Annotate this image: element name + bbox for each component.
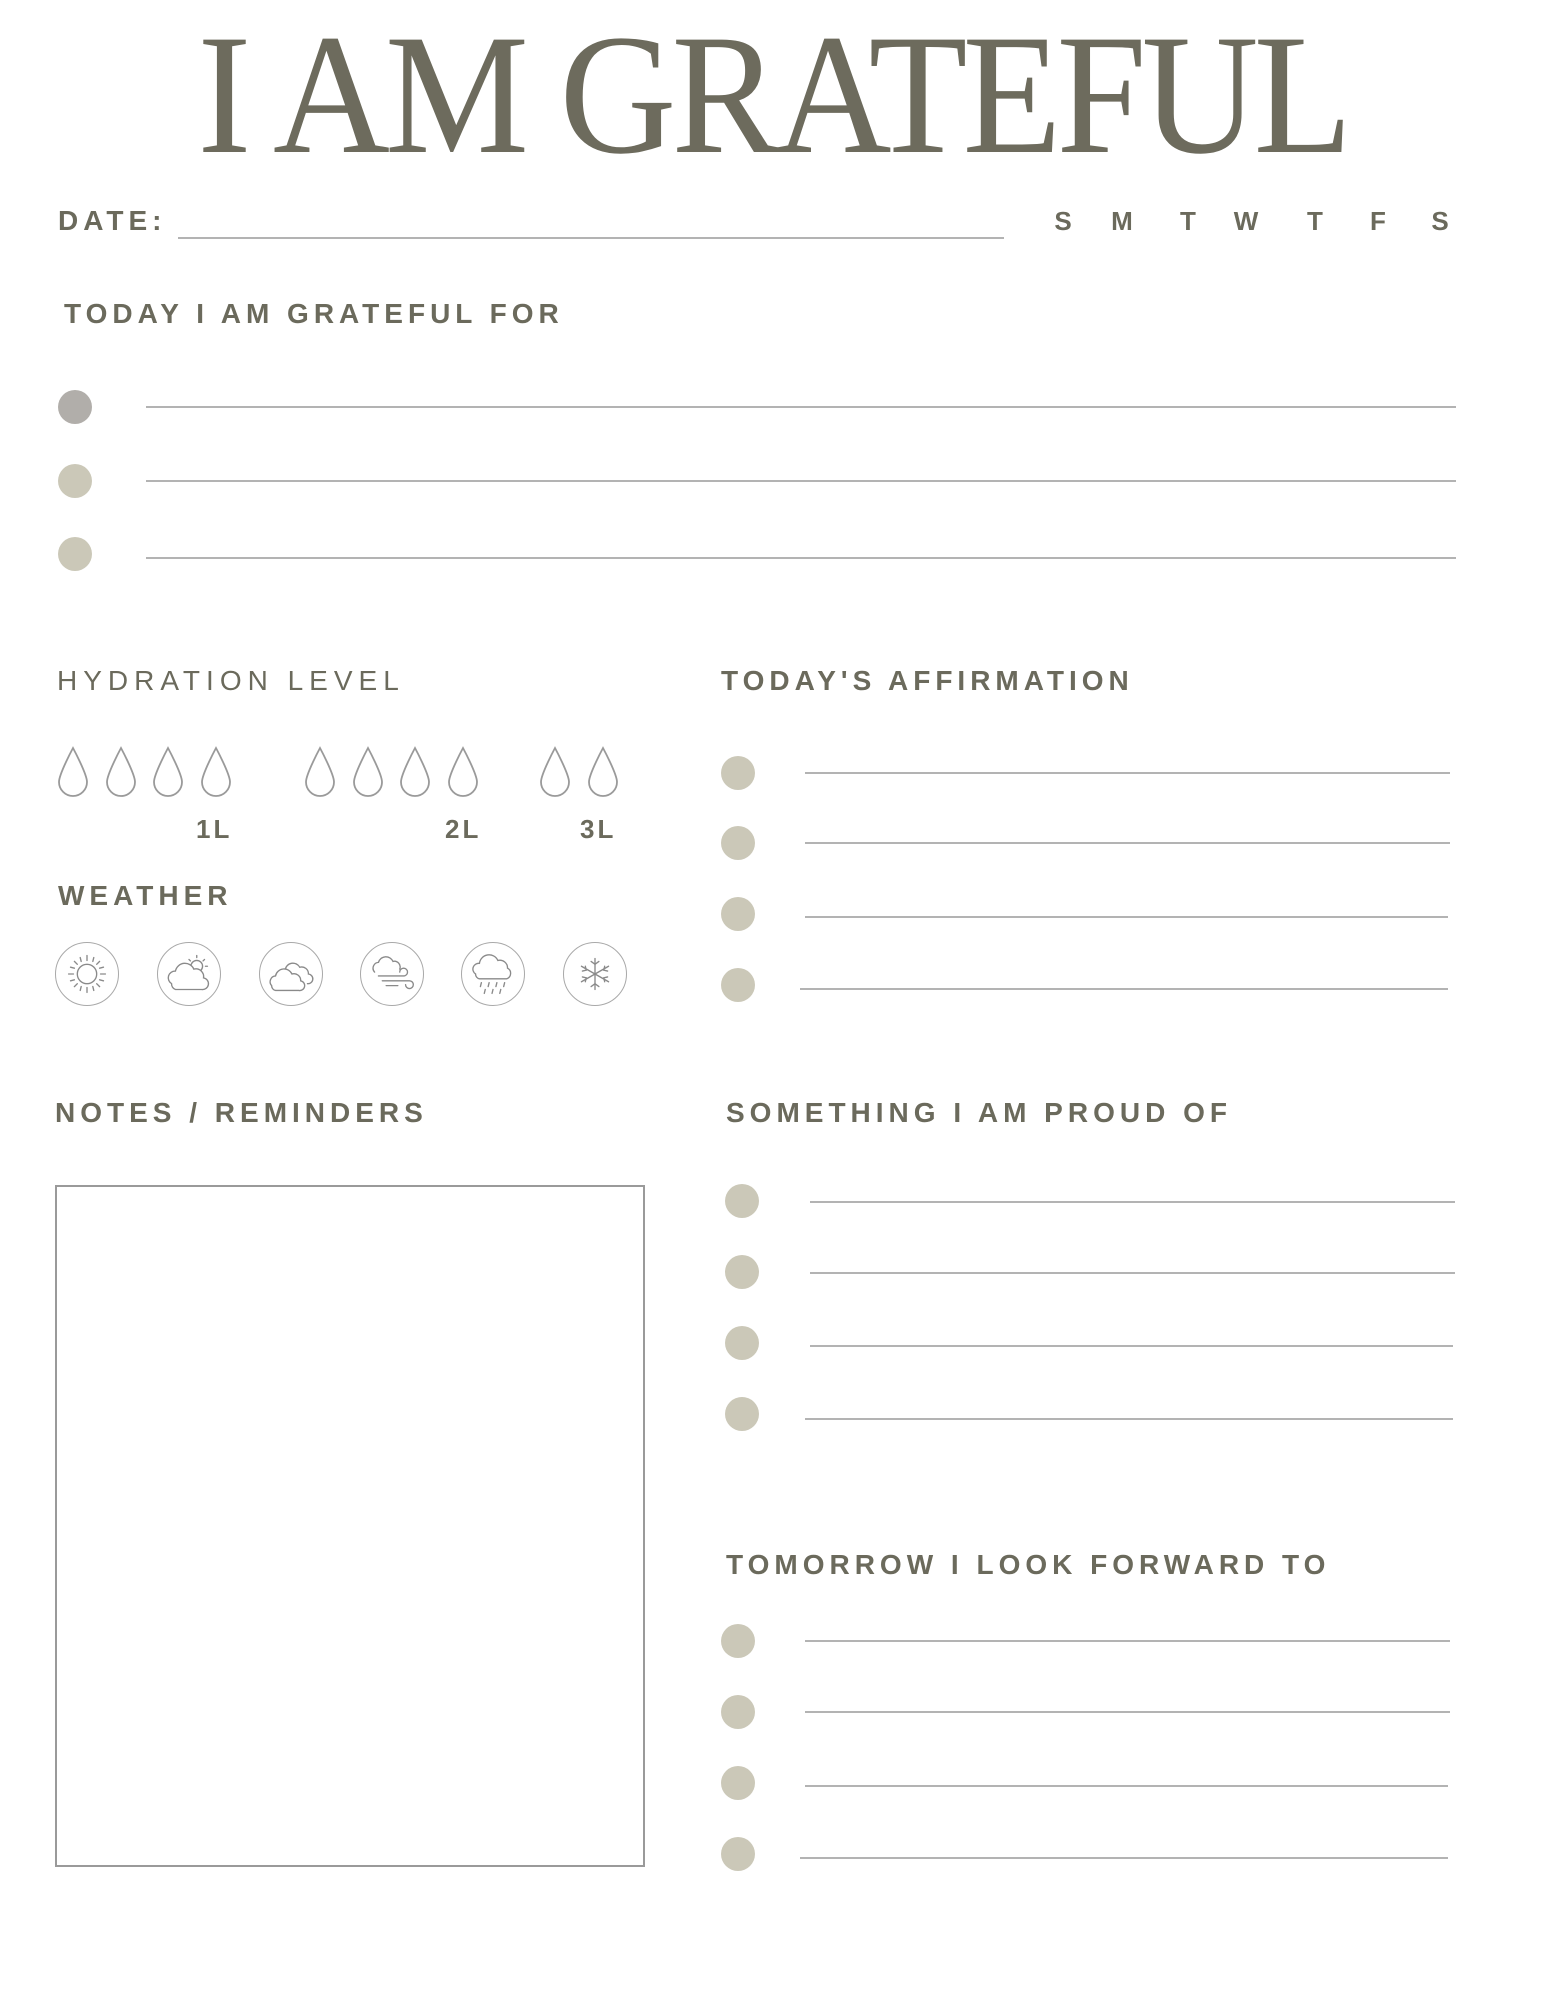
water-drop-icon[interactable] xyxy=(200,746,232,798)
cloudy-icon[interactable] xyxy=(259,942,323,1006)
partly-cloudy-icon[interactable] xyxy=(157,942,221,1006)
date-label: DATE: xyxy=(58,205,167,236)
water-drop-icon[interactable] xyxy=(304,746,336,798)
tomorrow-bullet-2 xyxy=(721,1695,755,1729)
grateful-line-3[interactable] xyxy=(146,557,1456,559)
proud-heading: SOMETHING I AM PROUD OF xyxy=(726,1097,1232,1128)
water-drop-icon[interactable] xyxy=(399,746,431,798)
water-drop-icon[interactable] xyxy=(352,746,384,798)
weekday-sunday[interactable]: S xyxy=(1054,206,1072,236)
water-drop-icon[interactable] xyxy=(105,746,137,798)
weekday-saturday[interactable]: S xyxy=(1431,206,1449,236)
water-drop-icon[interactable] xyxy=(447,746,479,798)
page-title: I AM GRATEFUL xyxy=(197,0,1348,191)
affirmation-line-4[interactable] xyxy=(800,988,1448,990)
proud-line-3[interactable] xyxy=(810,1345,1453,1347)
proud-line-2[interactable] xyxy=(810,1272,1455,1274)
affirmation-bullet-2 xyxy=(721,826,755,860)
hydration-level-3l: 3L xyxy=(580,814,617,844)
water-drop-icon[interactable] xyxy=(587,746,619,798)
windy-icon[interactable] xyxy=(360,942,424,1006)
affirmation-line-3[interactable] xyxy=(805,916,1448,918)
grateful-line-2[interactable] xyxy=(146,480,1456,482)
weekday-friday[interactable]: F xyxy=(1370,206,1386,236)
affirmation-bullet-1 xyxy=(721,756,755,790)
proud-line-4[interactable] xyxy=(805,1418,1453,1420)
affirmation-bullet-4 xyxy=(721,968,755,1002)
tomorrow-line-3[interactable] xyxy=(805,1785,1448,1787)
proud-bullet-2 xyxy=(725,1255,759,1289)
tomorrow-bullet-4 xyxy=(721,1837,755,1871)
weekday-wednesday[interactable]: W xyxy=(1233,206,1259,236)
affirmation-line-1[interactable] xyxy=(805,772,1450,774)
grateful-heading: TODAY I AM GRATEFUL FOR xyxy=(64,298,564,329)
grateful-bullet-3 xyxy=(58,537,92,571)
hydration-heading: HYDRATION LEVEL xyxy=(57,665,405,696)
grateful-bullet-1 xyxy=(58,390,92,424)
grateful-bullet-2 xyxy=(58,464,92,498)
sun-icon[interactable] xyxy=(55,942,119,1006)
tomorrow-line-2[interactable] xyxy=(805,1711,1450,1713)
rain-icon[interactable] xyxy=(461,942,525,1006)
tomorrow-bullet-3 xyxy=(721,1766,755,1800)
hydration-level-1l: 1L xyxy=(196,814,233,844)
tomorrow-line-1[interactable] xyxy=(805,1640,1450,1642)
notes-heading: NOTES / REMINDERS xyxy=(55,1097,428,1128)
water-drop-icon[interactable] xyxy=(539,746,571,798)
grateful-line-1[interactable] xyxy=(146,406,1456,408)
weather-heading: WEATHER xyxy=(58,880,233,911)
proud-bullet-1 xyxy=(725,1184,759,1218)
weekday-thursday[interactable]: T xyxy=(1307,206,1323,236)
snow-icon[interactable] xyxy=(563,942,627,1006)
tomorrow-line-4[interactable] xyxy=(800,1857,1448,1859)
affirmation-bullet-3 xyxy=(721,897,755,931)
tomorrow-heading: TOMORROW I LOOK FORWARD TO xyxy=(726,1549,1331,1580)
affirmation-heading: TODAY'S AFFIRMATION xyxy=(721,665,1134,696)
proud-bullet-4 xyxy=(725,1397,759,1431)
notes-box[interactable] xyxy=(55,1185,645,1867)
proud-bullet-3 xyxy=(725,1326,759,1360)
hydration-level-2l: 2L xyxy=(445,814,482,844)
weekday-tuesday[interactable]: T xyxy=(1180,206,1196,236)
affirmation-line-2[interactable] xyxy=(805,842,1450,844)
weekday-monday[interactable]: M xyxy=(1111,206,1133,236)
water-drop-icon[interactable] xyxy=(152,746,184,798)
date-line[interactable] xyxy=(178,237,1004,239)
proud-line-1[interactable] xyxy=(810,1201,1455,1203)
tomorrow-bullet-1 xyxy=(721,1624,755,1658)
water-drop-icon[interactable] xyxy=(57,746,89,798)
